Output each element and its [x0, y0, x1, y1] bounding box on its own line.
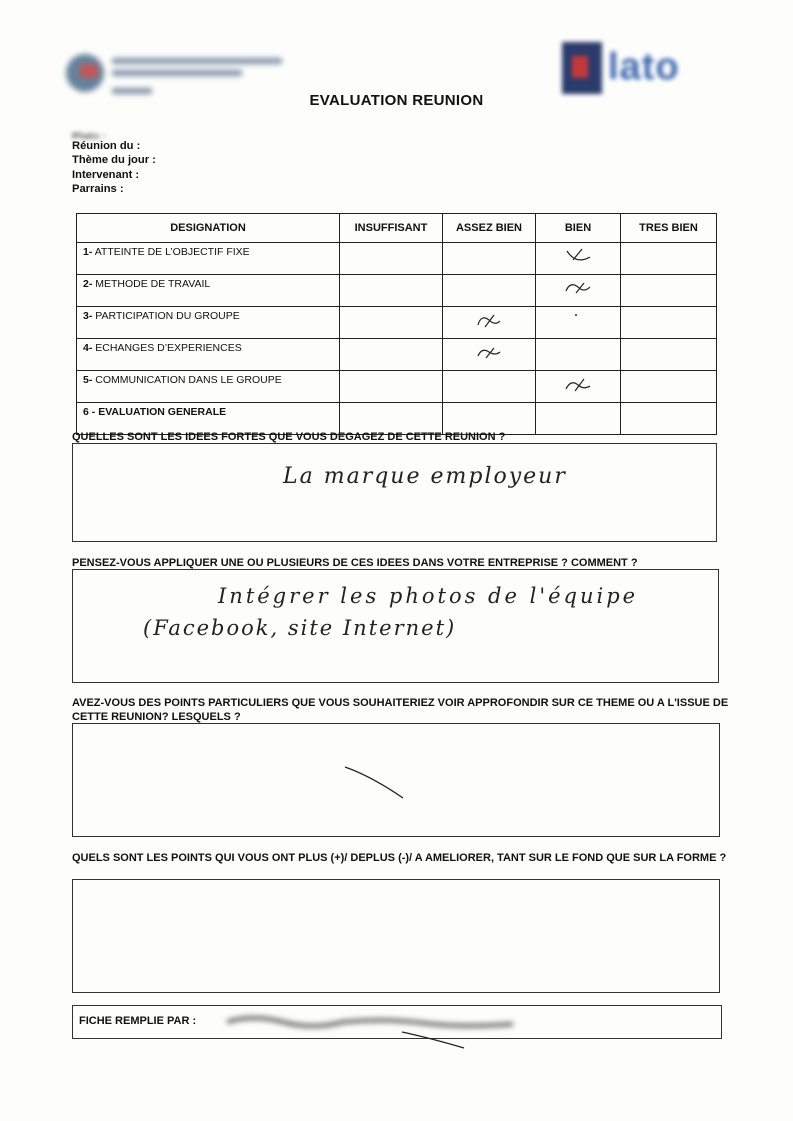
check-mark-icon	[564, 375, 592, 393]
row-label: ATTEINTE DE L’OBJECTIF FIXE	[94, 246, 250, 258]
answer-box-1[interactable]	[72, 443, 717, 542]
check-mark-icon	[564, 247, 592, 265]
right-logo	[558, 38, 708, 100]
field-intervenant: Intervenant :	[72, 168, 140, 181]
logo-mark-icon	[562, 42, 602, 94]
handwritten-answer-2b: (Facebook, site Internet)	[143, 616, 457, 640]
col-tres-bien: TRES BIEN	[621, 214, 717, 243]
col-insuffisant: INSUFFISANT	[340, 214, 443, 243]
answer-box-4[interactable]	[72, 879, 720, 993]
check-mark-icon	[564, 279, 592, 297]
logo-wordmark: lato	[608, 46, 680, 88]
field-theme-du-jour: Thème du jour :	[72, 154, 156, 167]
table-row: 1- ATTEINTE DE L’OBJECTIF FIXE	[77, 243, 717, 275]
table-header-row	[77, 214, 717, 243]
stray-dot-icon	[564, 311, 592, 329]
handwritten-answer-2a: Intégrer les photos de l'équipe	[218, 584, 639, 608]
col-bien: BIEN	[536, 214, 621, 243]
field-reunion-du: Réunion du :	[72, 140, 141, 152]
table-row: 3- PARTICIPATION DU GROUPE	[77, 307, 717, 339]
redacted-signature-icon	[223, 1012, 523, 1030]
row-label: PARTICIPATION DU GROUPE	[95, 310, 240, 322]
handwritten-dash-icon	[341, 762, 411, 802]
page-title: EVALUATION REUNION	[309, 92, 484, 109]
table-row: 5- COMMUNICATION DANS LE GROUPE	[77, 371, 717, 403]
row-label: ECHANGES D’EXPERIENCES	[95, 342, 242, 354]
signature-row	[72, 1005, 722, 1039]
question-2: PENSEZ-VOUS APPLIQUER UNE OU PLUSIEURS DE CES IDEES DANS VOTRE ENTREPRISE ? COMMENT ?	[72, 557, 638, 569]
table-row: 2- METHODE DE TRAVAIL	[77, 275, 717, 307]
redacted-field: Plato :	[72, 131, 107, 139]
check-mark-icon	[475, 343, 503, 361]
question-4: QUELS SONT LES POINTS QUI VOUS ONT PLUS (+)/ DEPLUS (-)/ A AMELIORER, TANT SUR LE FOND QUE SUR LA FORME ?	[72, 852, 727, 864]
table-row: 4- ECHANGES D’EXPERIENCES	[77, 339, 717, 371]
table-row: 6 - EVALUATION GENERALE	[77, 403, 717, 435]
question-3: AVEZ-VOUS DES POINTS PARTICULIERS QUE VOUS SOUHAITERIEZ VOIR APPROFONDIR SUR CE THEME OU A L'ISSUE DE CETTE REUNION? LESQUELS ?	[72, 697, 729, 723]
check-mark-icon	[475, 311, 503, 329]
field-parrains: Parrains :	[72, 183, 124, 196]
answer-box-3[interactable]	[72, 723, 720, 837]
signature-tail-icon	[400, 1028, 470, 1052]
answer-box-2[interactable]	[72, 569, 719, 683]
handwritten-answer-1: La marque employeur	[283, 464, 567, 489]
row-label: EVALUATION GENERALE	[98, 406, 227, 418]
col-assez-bien: ASSEZ BIEN	[443, 214, 536, 243]
logo-emblem-icon	[66, 54, 104, 92]
col-designation: DESIGNATION	[77, 214, 340, 243]
header-fields	[72, 130, 156, 197]
signature-label: FICHE REMPLIE PAR :	[79, 1015, 197, 1027]
row-label: COMMUNICATION DANS LE GROUPE	[95, 374, 282, 386]
evaluation-table	[76, 213, 717, 435]
question-1: QUELLES SONT LES IDEES FORTES QUE VOUS DEGAGEZ DE CETTE REUNION ?	[72, 431, 506, 443]
row-label: METHODE DE TRAVAIL	[95, 278, 211, 290]
